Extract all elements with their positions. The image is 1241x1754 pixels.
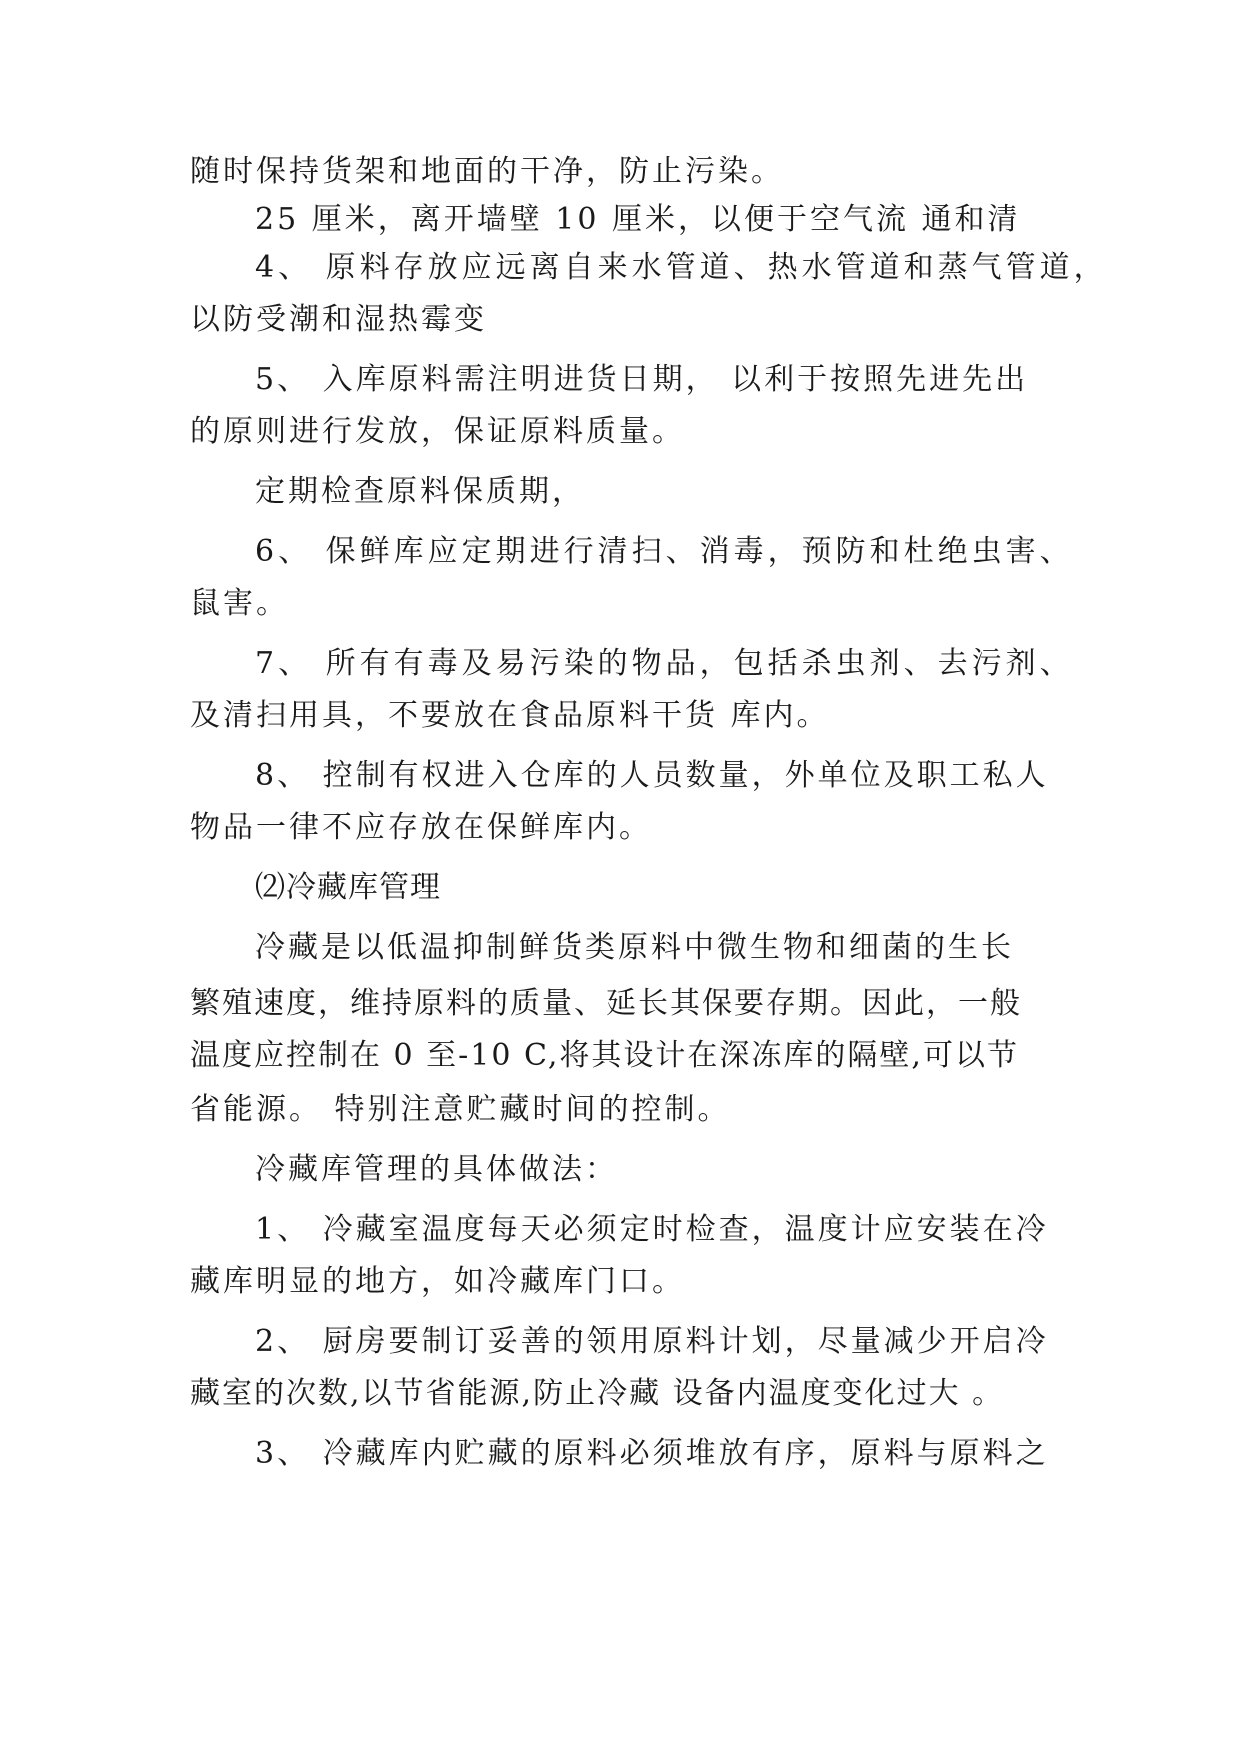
text-line: 鼠害。	[190, 586, 289, 621]
text-line: 5、 入库原料需注明进货日期， 以利于按照先进先出	[255, 362, 1029, 397]
text-line: 2、 厨房要制订妥善的领用原料计划，尽量减少开启冷	[255, 1324, 1049, 1359]
text-line: 7、 所有有毒及易污染的物品，包括杀虫剂、去污剂、	[255, 646, 1074, 681]
section-heading: ⑵冷藏库管理	[255, 870, 441, 905]
text-line: 藏库明显的地方，如冷藏库门口。	[190, 1264, 685, 1299]
text-line: 定期检查原料保质期，	[255, 474, 585, 509]
text-line: 及清扫用具，不要放在食品原料干货 库内。	[190, 698, 830, 733]
text-line: 1、 冷藏室温度每天必须定时检查，温度计应安装在冷	[255, 1212, 1049, 1247]
text-line: 3、 冷藏库内贮藏的原料必须堆放有序，原料与原料之	[255, 1436, 1049, 1471]
text-line: 的原则进行发放，保证原料质量。	[190, 414, 685, 449]
text-line: 6、 保鲜库应定期进行清扫、消毒，预防和杜绝虫害、	[255, 534, 1074, 569]
text-line: 温度应控制在 0 至-10 C,将其设计在深冻库的隔壁,可以节	[190, 1038, 1019, 1073]
text-line: 省能源。 特别注意贮藏时间的控制。	[190, 1092, 731, 1127]
text-line: 随时保持货架和地面的干净，防止污染。	[190, 154, 784, 189]
text-line: 冷藏是以低温抑制鲜货类原料中微生物和细菌的生长	[255, 930, 1014, 965]
text-line: 25 厘米，离开墙壁 10 厘米，以便于空气流 通和清	[255, 202, 1021, 237]
text-line: 4、 原料存放应远离自来水管道、热水管道和蒸气管道，	[255, 250, 1108, 285]
text-line: 物品一律不应存放在保鲜库内。	[190, 810, 652, 845]
text-line: 繁殖速度，维持原料的质量、延长其保要存期。因此，一般	[190, 986, 1022, 1021]
text-line: 藏室的次数,以节省能源,防止冷藏 设备内温度变化过大 。	[190, 1376, 1005, 1411]
text-line: 8、 控制有权进入仓库的人员数量，外单位及职工私人	[255, 758, 1049, 793]
text-line: 冷藏库管理的具体做法：	[255, 1152, 618, 1187]
text-line: 以防受潮和湿热霉变	[190, 302, 487, 337]
